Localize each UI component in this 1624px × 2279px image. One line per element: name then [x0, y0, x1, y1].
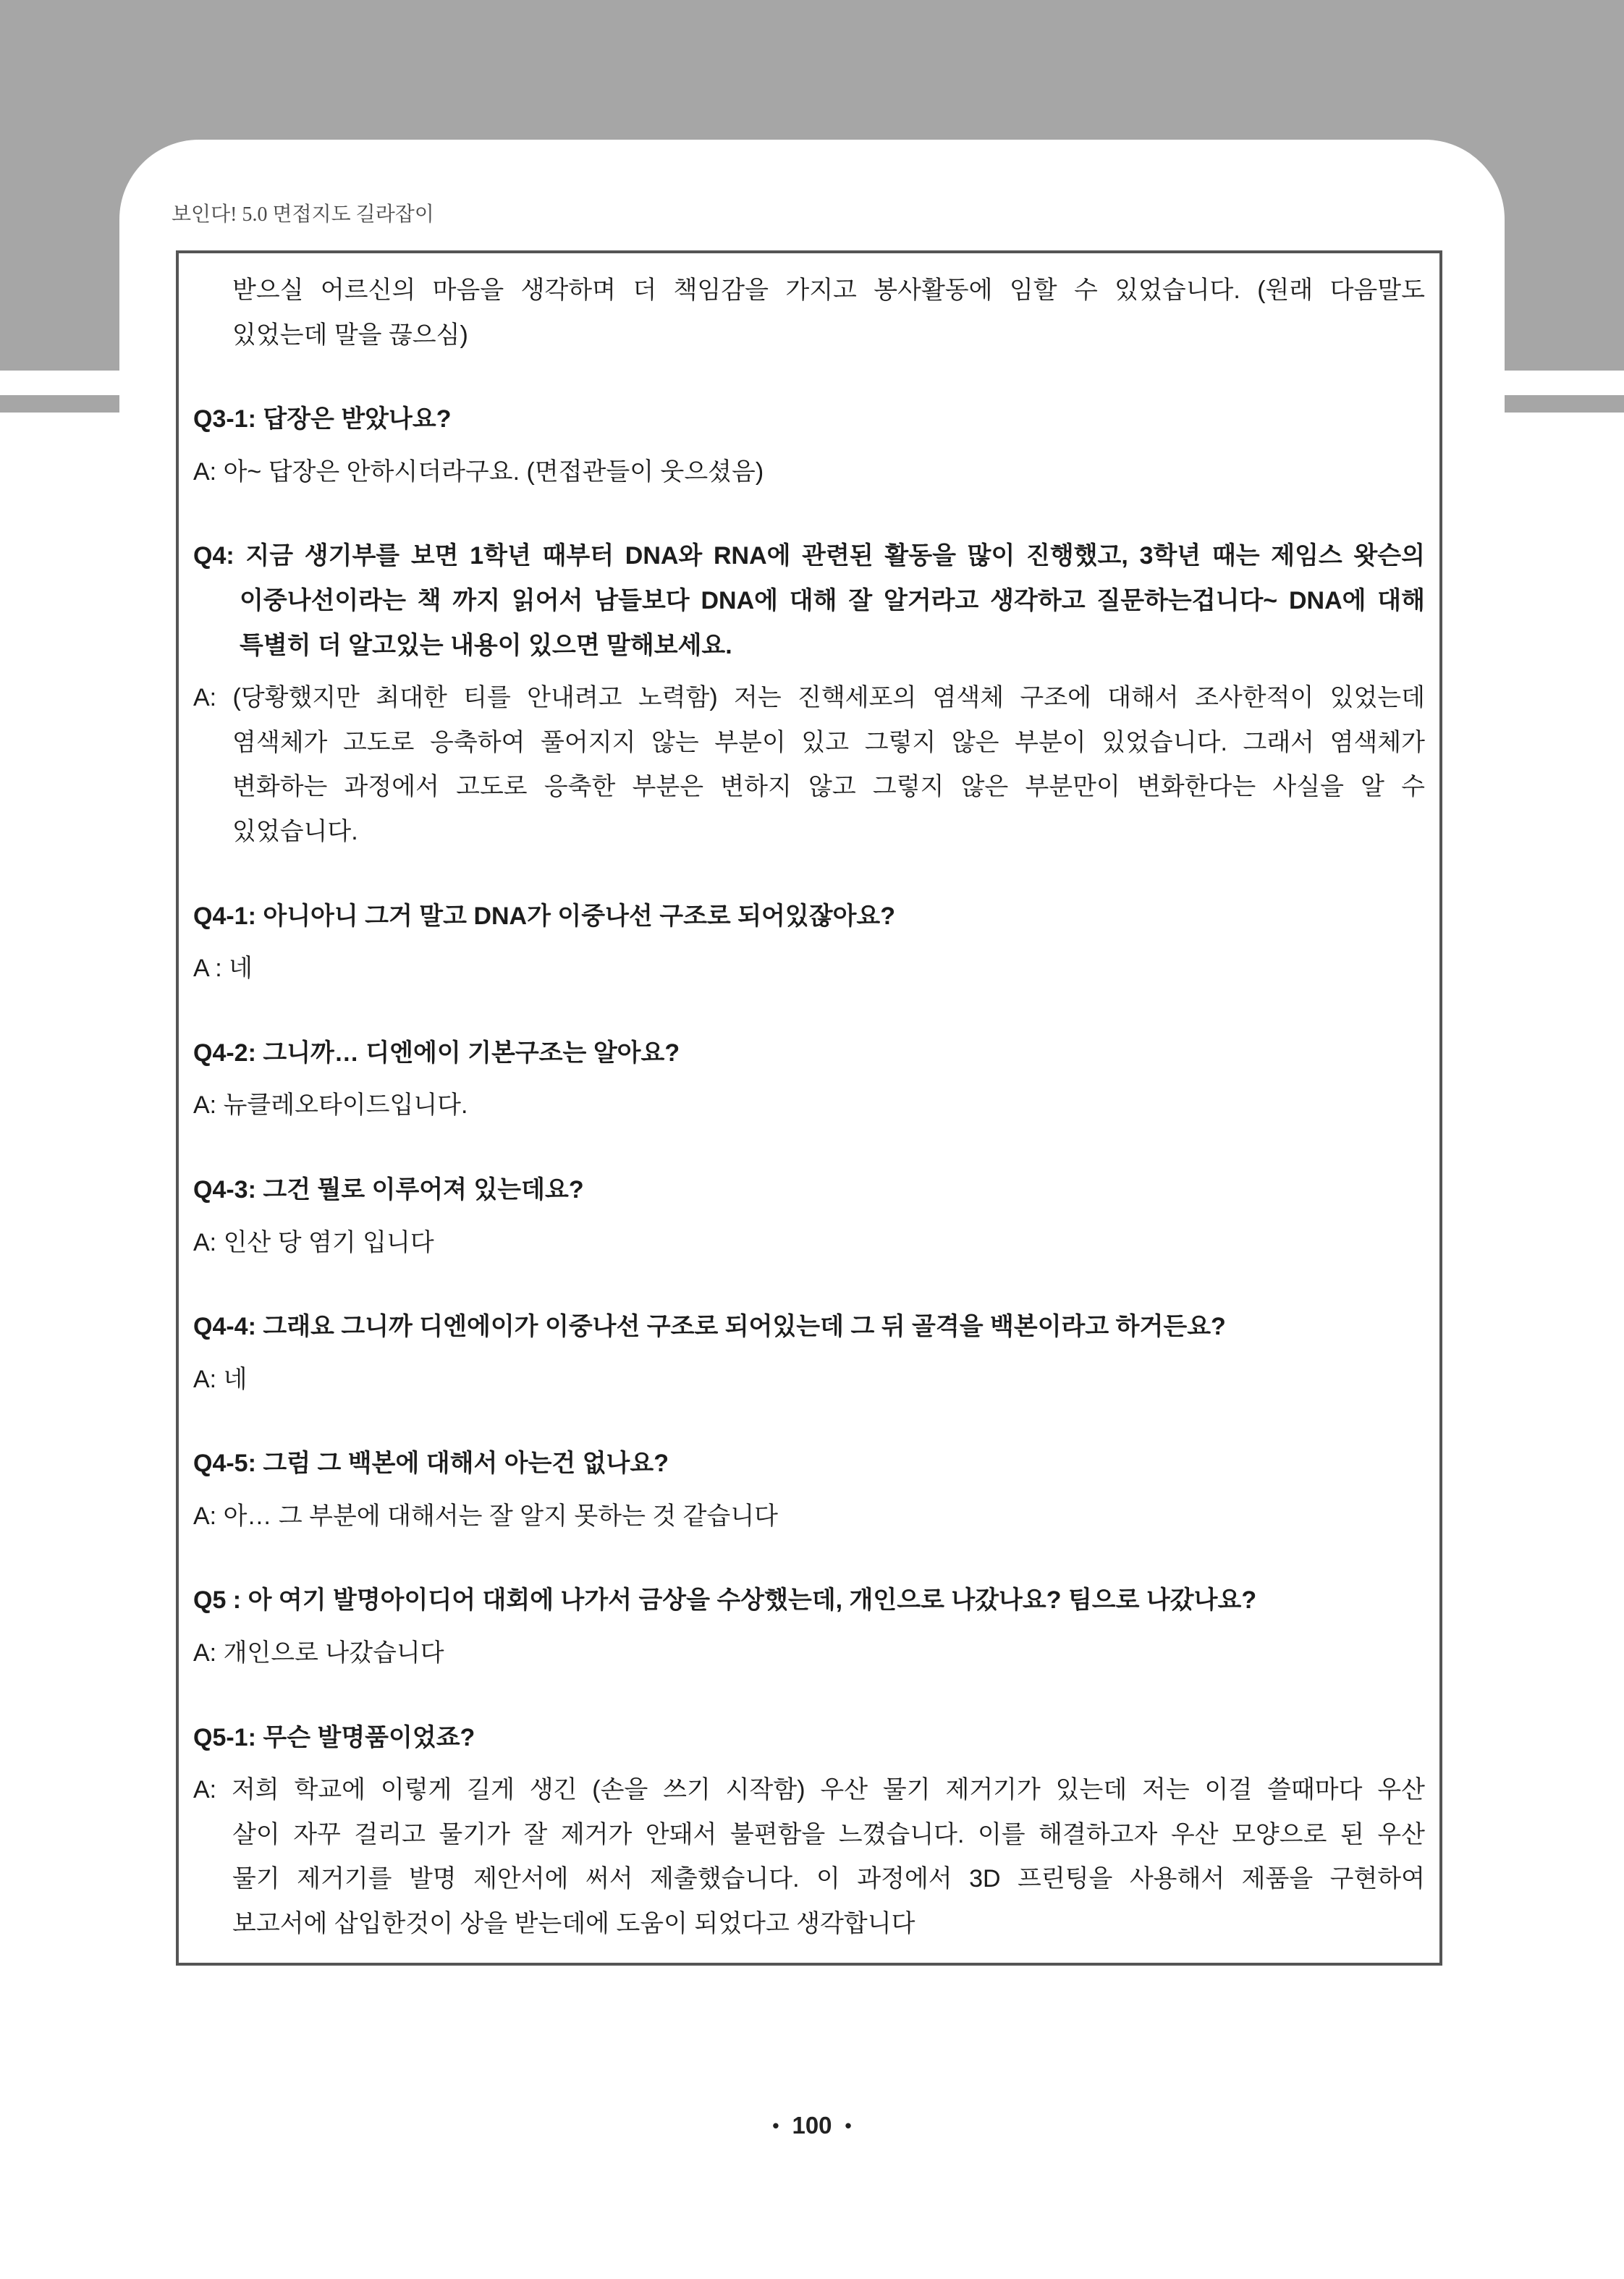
question-q4	[193, 534, 1425, 668]
answer-line: A: 네	[193, 1365, 248, 1393]
question-line: 이중나선이라는 책 까지 읽어서 남들보다 DNA에 대해 잘 알거라고 생각하고 질문하는겁니다~ DNA에 대해	[240, 586, 1425, 614]
interview-transcript-box	[176, 250, 1442, 1966]
answer-q4-5	[193, 1494, 1425, 1539]
question-q5	[193, 1578, 1425, 1623]
question-line: Q4-1: 아니아니 그거 말고 DNA가 이중나선 구조로 되어있잖아요?	[193, 902, 896, 930]
question-line: Q5 : 아 여기 발명아이디어 대회에 나가서 금상을 수상했는데, 개인으로 나갔나요? 팀으로 나갔나요?	[193, 1586, 1257, 1615]
answer-q4-2	[193, 1083, 1425, 1128]
question-q4-5	[193, 1442, 1425, 1487]
question-q4-4	[193, 1305, 1425, 1350]
answer-line: 변화하는 과정에서 고도로 응축한 부분은 변하지 않고 그렇지 않은 부분만이 변화한다는 사실을 알 수	[232, 773, 1425, 801]
page-number-bullet-right: •	[845, 2115, 852, 2136]
question-q3-1	[193, 397, 1425, 442]
question-line: 특별히 더 알고있는 내용이 있으면 말해보세요.	[240, 631, 732, 659]
question-q4-3	[193, 1168, 1425, 1213]
answer-line: 있었습니다.	[232, 817, 358, 845]
answer-q3-1	[193, 450, 1425, 495]
answer-line: A: 아~ 답장은 안하시더라구요. (면접관들이 웃으셨음)	[193, 457, 764, 486]
question-line: Q5-1: 무슨 발명품이었죠?	[193, 1723, 475, 1751]
page-number	[0, 2108, 1624, 2143]
answer-continued	[193, 269, 1425, 358]
page-number-value: 100	[792, 2112, 832, 2139]
question-line: Q4-4: 그래요 그니까 디엔에이가 이중나선 구조로 되어있는데 그 뒤 골격을 백본이라고 하거든요?	[193, 1313, 1226, 1341]
question-line: Q4: 지금 생기부를 보면 1학년 때부터 DNA와 RNA에 관련된 활동을 많이 진행했고, 3학년 때는 제임스 왓슨의	[193, 542, 1425, 570]
question-q4-2	[193, 1031, 1425, 1076]
answer-line: A: (당황했지만 최대한 티를 안내려고 노력함) 저는 진핵세포의 염색체 구조에 대해서 조사한적이 있었는데	[193, 684, 1425, 712]
answer-q4-1	[193, 947, 1425, 991]
question-q4-1	[193, 895, 1425, 939]
answer-line: A: 뉴클레오타이드입니다.	[193, 1091, 468, 1120]
answer-line: 보고서에 삽입한것이 상을 받는데에 도움이 되었다고 생각합니다	[232, 1910, 915, 1938]
answer-line: A: 개인으로 나갔습니다	[193, 1639, 444, 1667]
left-side-bar	[0, 395, 119, 413]
page-number-bullet-left: •	[772, 2115, 779, 2136]
answer-line: 염색체가 고도로 응축하여 풀어지지 않는 부분이 있고 그렇지 않은 부분이 있었습니다. 그래서 염색체가	[232, 728, 1425, 756]
question-line: Q3-1: 답장은 받았나요?	[193, 405, 452, 434]
right-side-bar	[1505, 395, 1624, 413]
answer-q5	[193, 1631, 1425, 1676]
answer-line: 살이 자꾸 걸리고 물기가 잘 제거가 안돼서 불편함을 느꼈습니다. 이를 해결하고자 우산 모양으로 된 우산	[232, 1820, 1425, 1848]
question-line: Q4-5: 그럼 그 백본에 대해서 아는건 없나요?	[193, 1450, 669, 1478]
question-line: Q4-2: 그니까… 디엔에이 기본구조는 알아요?	[193, 1039, 680, 1067]
answer-q4	[193, 676, 1425, 854]
answer-line: 받으실 어르신의 마음을 생각하며 더 책임감을 가지고 봉사활동에 임할 수 있었습니다. (원래 다음말도	[232, 276, 1425, 304]
answer-line: A: 저희 학교에 이렇게 길게 생긴 (손을 쓰기 시작함) 우산 물기 제거기가 있는데 저는 이걸 쓸때마다 우산	[193, 1776, 1425, 1804]
answer-line: 있었는데 말을 끊으심)	[232, 321, 468, 349]
answer-line: A: 인산 당 염기 입니다	[193, 1228, 434, 1256]
answer-line: 물기 제거기를 발명 제안서에 써서 제출했습니다. 이 과정에서 3D 프린팅을 사용해서 제품을 구현하여	[232, 1865, 1425, 1893]
answer-q4-3	[193, 1221, 1425, 1266]
question-line: Q4-3: 그건 뭘로 이루어져 있는데요?	[193, 1175, 584, 1204]
running-title: 보인다! 5.0 면접지도 길라잡이	[172, 203, 434, 226]
answer-line: A: 아… 그 부분에 대해서는 잘 알지 못하는 것 같습니다	[193, 1502, 779, 1530]
answer-q5-1	[193, 1768, 1425, 1946]
answer-q4-4	[193, 1358, 1425, 1403]
answer-line: A : 네	[193, 955, 253, 983]
question-q5-1	[193, 1716, 1425, 1761]
